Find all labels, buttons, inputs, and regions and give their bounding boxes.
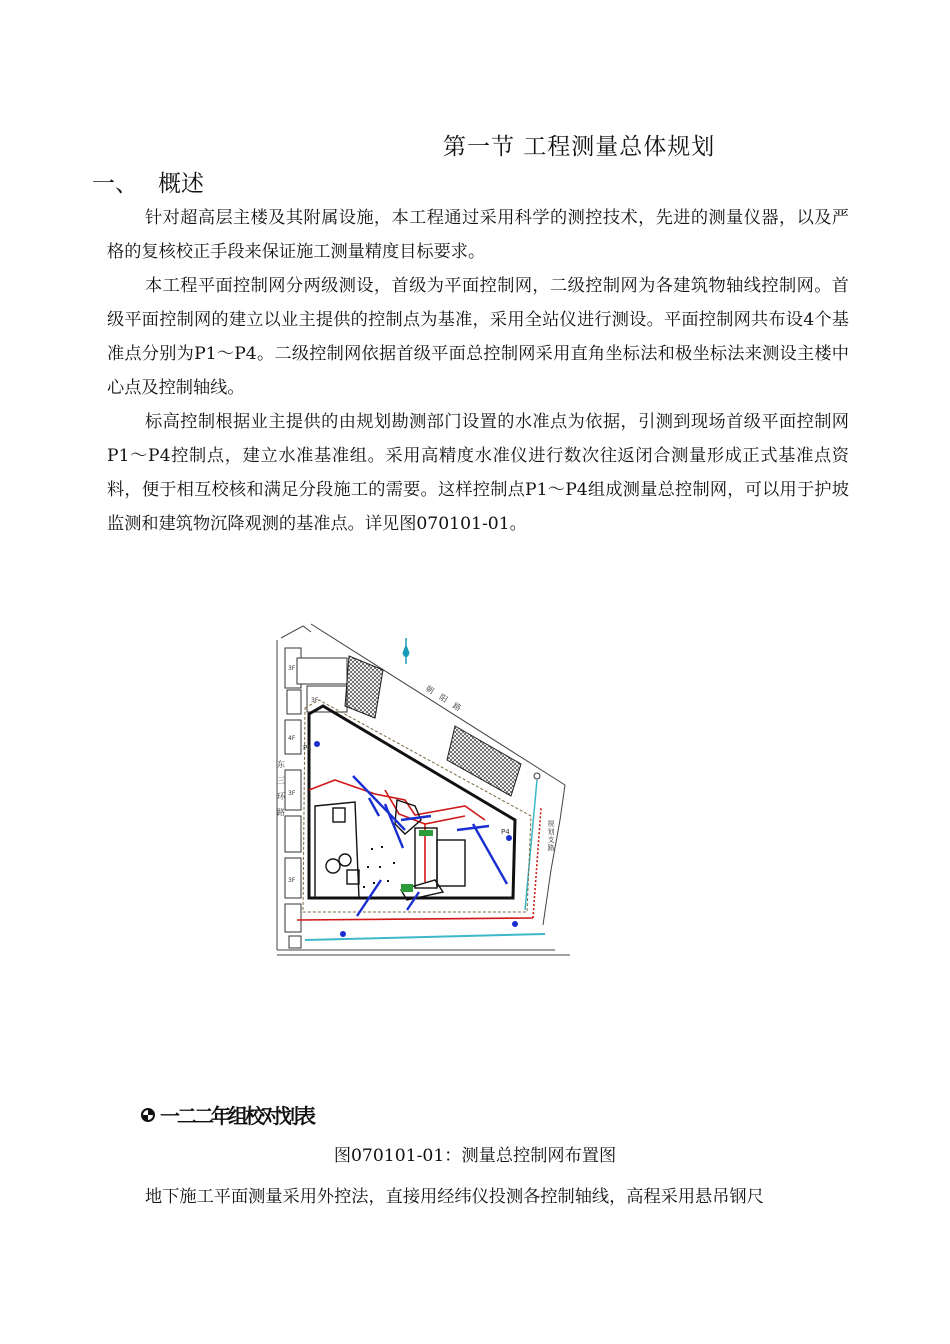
paragraph-4: 地下施工平面测量采用外控法，直接用经纬仪投测各控制轴线，高程采用悬吊钢尺 — [145, 1187, 764, 1207]
west-buildings — [285, 648, 347, 948]
road-name-north: 朝阳路 — [423, 684, 470, 718]
control-network-site-plan — [275, 620, 575, 960]
building-label-1: 3F — [288, 665, 296, 672]
control-point-ne — [534, 773, 540, 779]
control-point-south-2 — [512, 921, 518, 927]
control-point-p1 — [314, 741, 320, 747]
road-edge-east — [525, 780, 537, 910]
garbled-heading — [140, 1100, 313, 1129]
garbled-heading-text: 一二二年组校对划表 — [160, 1104, 313, 1128]
green-marker-2 — [401, 884, 413, 892]
road-name-west: 东三环路 — [276, 760, 286, 824]
road-name-east: 规划支路 — [547, 820, 555, 852]
heading-overview — [92, 165, 204, 198]
paragraph-3: 标高控制根据业主提供的由规划勘测部门设置的水准点为依据，引测到现场首级平面控制网P1～P4控制点，建立水准基准组。采用高精度水准仪进行数次往返闭合测量形成正式基准点资料，便于相互校核和满足分段施工的需要。这样控制点P1～P4组成测量总控制网，可以用于护坡监测和建筑物沉降观测的基准点。详见图070101-01。 — [107, 412, 849, 534]
control-point-south-1 — [340, 931, 346, 937]
paragraph-1: 针对超高层主楼及其附属设施，本工程通过采用科学的测控技术，先进的测量仪器，以及严格的复核校正手段来保证施工测量精度目标要求。 — [107, 208, 849, 262]
site-boundary-dashed — [303, 700, 531, 912]
green-marker-1 — [419, 830, 433, 836]
heading-text: 概述 — [158, 171, 204, 197]
point-label-p4: P4 — [501, 828, 510, 836]
section-title: 第一节 工程测量总体规划 — [443, 134, 716, 160]
building-label-4: 3F — [288, 790, 296, 797]
building-label-2: 3F — [311, 697, 319, 704]
building-label-5: 3F — [288, 877, 296, 884]
heading-number: 一、 — [92, 171, 138, 197]
hatched-parcel-1 — [345, 656, 383, 718]
bullet-mark-icon — [140, 1104, 160, 1128]
north-arrow-icon — [402, 638, 410, 664]
paragraph-2: 本工程平面控制网分两级测设，首级为平面控制网，二级控制网为各建筑物轴线控制网。首级平面控制网的建立以业主提供的控制点为基准，采用全站仪进行测设。平面控制网共布设4个基准点分别为P1～P4。二级控制网依据首级平面总控制网采用直角坐标法和极坐标法来测设主楼中心点及控制轴线。 — [107, 276, 849, 398]
building-label-3: 4F — [288, 735, 296, 742]
figure-caption: 图070101-01：测量总控制网布置图 — [333, 1146, 617, 1166]
point-label-p1: P1 — [303, 744, 312, 752]
